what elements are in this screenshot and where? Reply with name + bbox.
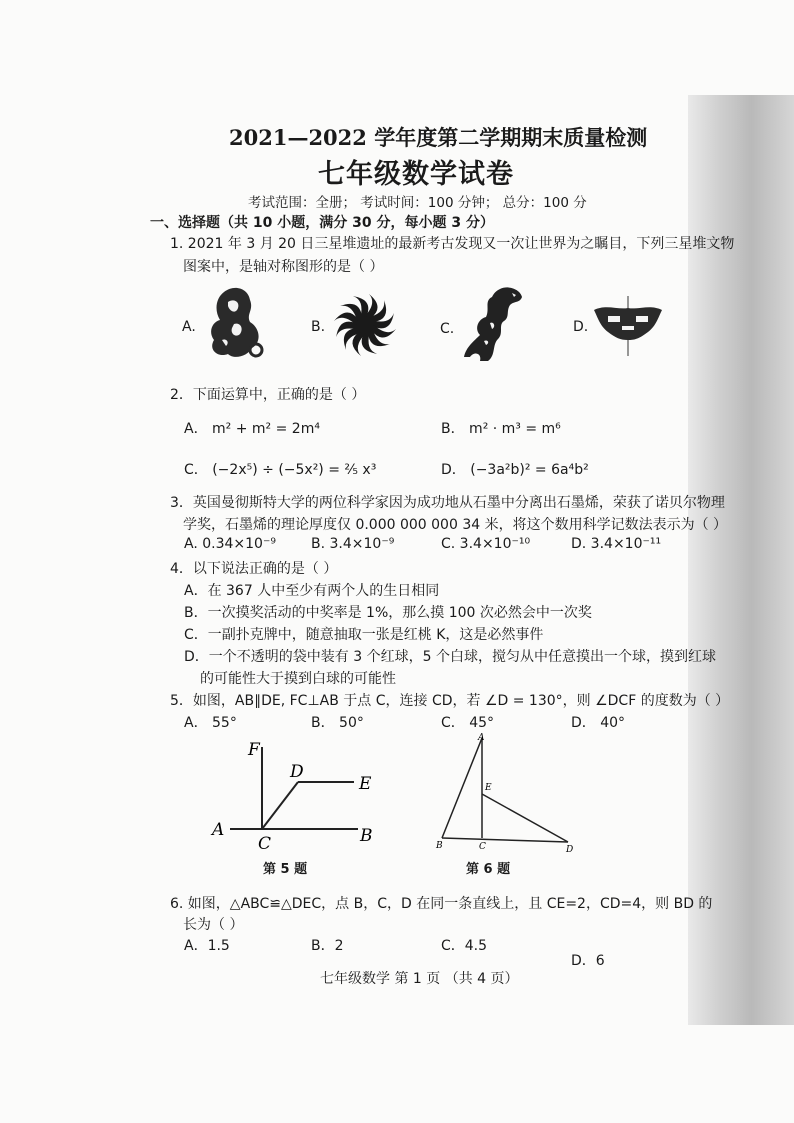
q4-stem: 4．以下说法正确的是（ ） [170,561,338,577]
fig6-label-a: A [478,733,485,743]
q4-option-d-line1: D．一个不透明的袋中装有 3 个红球，5 个白球，搅匀从中任意摸出一个球，摸到红球 [184,649,716,665]
q2-option-d: D． (−3a²b)² = 6a⁴b² [441,462,589,478]
q1-stem-line2: 图案中，是轴对称图形的是（ ） [183,259,384,275]
q5-stem: 5．如图，AB∥DE, FC⊥AB 于点 C，连接 CD，若 ∠D = 130°，则 ∠DCF 的度数为（ ） [170,693,730,709]
q1-option-c-label: C. [440,321,455,337]
fig6-line-ed [482,794,568,842]
q1-figure-b-sun-swirl-icon [332,292,398,358]
q4-option-c: C．一副扑克牌中，随意抽取一张是红桃 K，这是必然事件 [184,627,544,643]
q3-option-b: B. 3.4×10⁻⁹ [311,536,395,552]
fig5-line-cd [262,782,298,829]
q6-option-b: B．2 [311,938,344,954]
q5-option-d: D． 40° [571,715,626,731]
q5-option-b: B． 50° [311,715,364,731]
fig5-label-c: C [258,834,272,854]
q6-stem-line2: 长为（ ） [183,917,244,933]
q6-stem-line1: 6. 如图，△ABC≌△DEC，点 B，C，D 在同一条直线上，且 CE=2，CD=4，则 BD 的 [170,896,713,912]
fig5-label-e: E [359,774,372,794]
fig6-label-b: B [436,841,443,851]
q5-option-c: C． 45° [441,715,495,731]
q6-option-a: A．1.5 [184,938,230,954]
q3-option-c: C. 3.4×10⁻¹⁰ [441,536,531,552]
q2-option-b: B． m² · m³ = m⁶ [441,421,561,437]
q1-option-a-label: A. [182,319,196,335]
q1-figure-a-artifact-icon [204,284,266,364]
q6-option-d: D．6 [571,953,605,969]
fig6-line-ab [442,738,482,838]
q2-stem: 2．下面运算中，正确的是（ ） [170,387,366,403]
figure-6 [430,730,580,855]
q1-option-d-label: D. [573,319,589,335]
exam-info: 考试范围：全册； 考试时间：100 分钟； 总分：100 分 [248,195,587,211]
q6-option-c: C．4.5 [441,938,488,954]
exam-title-line1: 2021—2022 学年度第二学期期末质量检测 [229,125,648,150]
q1-option-b-label: B. [311,319,326,335]
q1-figure-d-mask-icon [592,296,664,356]
q3-option-d: D. 3.4×10⁻¹¹ [571,536,662,552]
q5-option-a: A． 55° [184,715,237,731]
q2-option-c: C． (−2x⁵) ÷ (−5x²) = ²⁄₅ x³ [184,462,377,478]
fig6-label-d: D [566,845,574,855]
q4-option-b: B．一次摸奖活动的中奖率是 1%，那么摸 100 次必然会中一次奖 [184,605,592,621]
q1-stem-line1: 1. 2021 年 3 月 20 日三星堆遗址的最新考古发现又一次让世界为之瞩目，下列三星堆文物 [170,236,735,252]
fig5-label-f: F [248,740,260,760]
q4-option-d-line2: 的可能性大于摸到白球的可能性 [200,671,396,687]
figure-5 [200,735,390,855]
fig6-line-bd [442,838,568,842]
q1-figure-c-dragon-icon [460,285,526,365]
fig6-label-c: C [479,842,486,852]
q4-option-a: A．在 367 人中至少有两个人的生日相同 [184,583,440,599]
fig6-label-e: E [485,783,492,793]
exam-title-line2: 七年级数学试卷 [318,159,514,190]
q2-option-a: A． m² + m² = 2m⁴ [184,421,320,437]
figure-5-caption: 第 5 题 [263,862,308,877]
q3-stem-line2: 学奖，石墨烯的理论厚度仅 0.000 000 000 34 米，将这个数用科学记数法表示为（ ） [183,517,728,533]
q3-stem-line1: 3．英国曼彻斯特大学的两位科学家因为成功地从石墨中分离出石墨烯，荣获了诺贝尔物理 [170,495,725,511]
fig5-label-a: A [212,820,225,840]
section-heading: 一、选择题（共 10 小题，满分 30 分，每小题 3 分） [150,215,494,231]
q3-option-a: A. 0.34×10⁻⁹ [184,536,276,552]
fig5-label-b: B [360,826,373,846]
fig5-label-d: D [290,762,304,782]
figure-6-caption: 第 6 题 [466,862,511,877]
page-footer: 七年级数学 第 1 页 （共 4 页） [320,971,519,987]
